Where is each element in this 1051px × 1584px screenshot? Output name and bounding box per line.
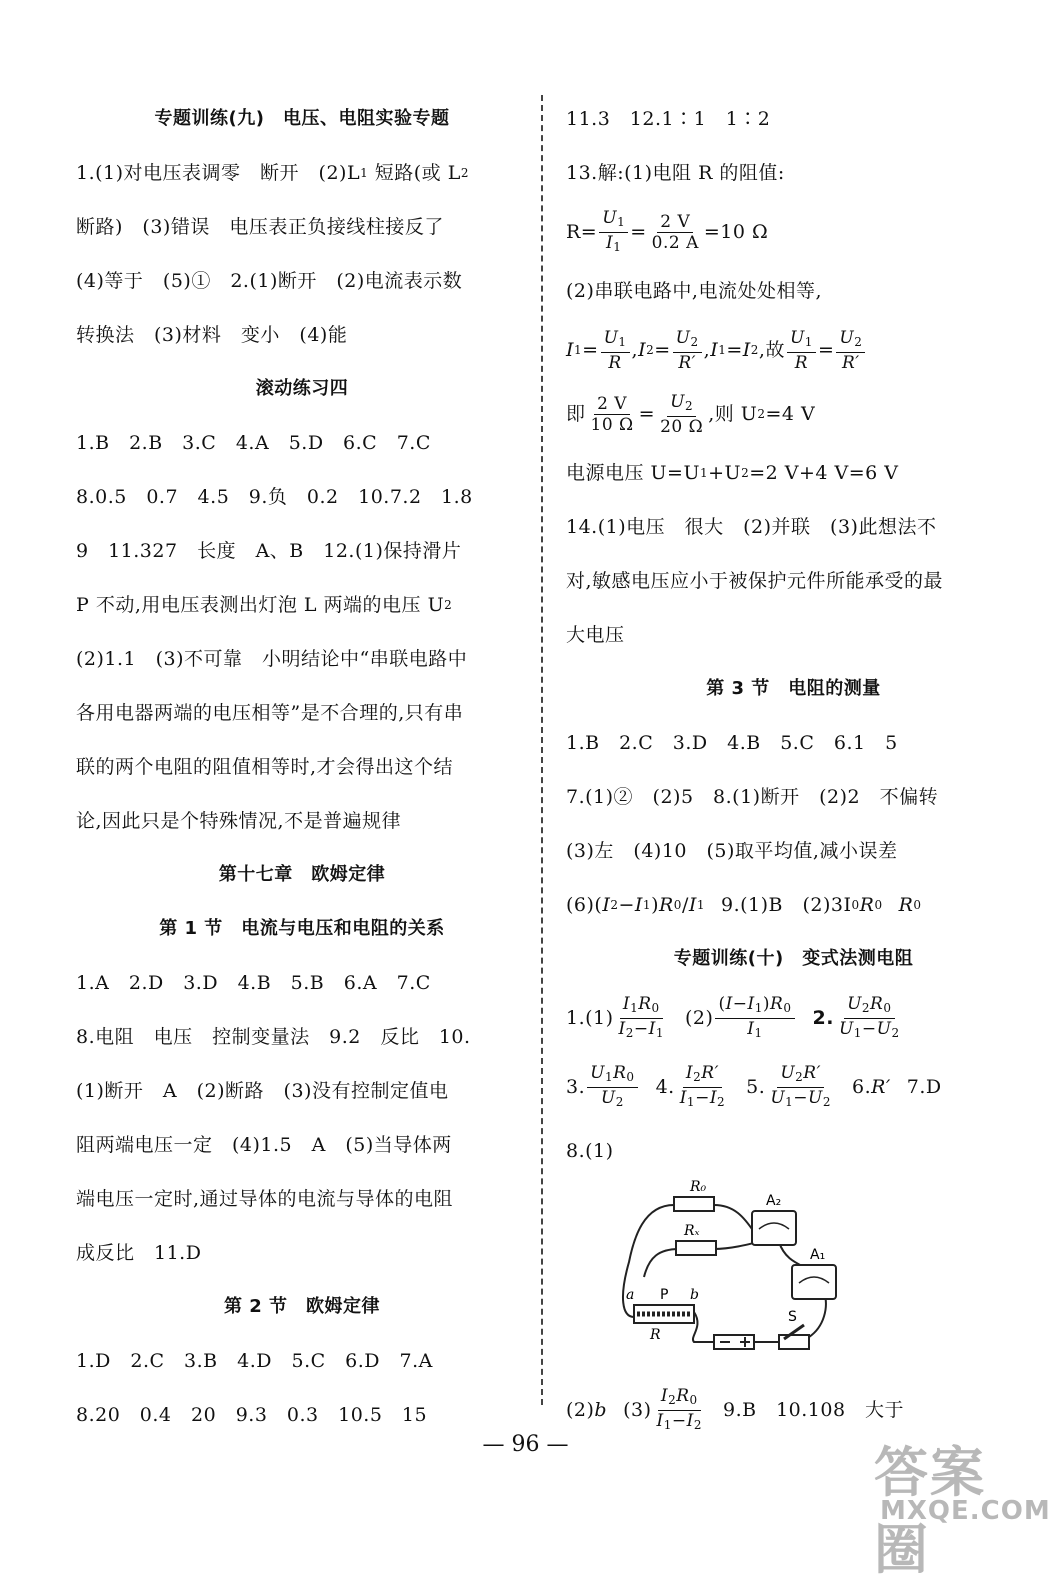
- answer-line: 8.20 0.4 20 9.3 0.3 10.5 15: [76, 1404, 428, 1426]
- fraction: $\frac{U_2}{R'}$: [836, 328, 865, 373]
- answer-line: 成反比 11.D: [76, 1242, 202, 1264]
- svg-text:A₂: A₂: [766, 1193, 782, 1209]
- section-heading-1: 第 1 节 电流与电压和电阻的关系: [159, 918, 445, 939]
- answer-line: 7.(1)② (2)5 8.(1)断开 (2)2 不偏转: [566, 786, 939, 808]
- answer-line: 8.电阻 电压 控制变量法 9.2 反比 10.: [76, 1026, 471, 1048]
- section-heading-review-4: 滚动练习四: [255, 378, 349, 399]
- answer-line: (3)左 (4)10 (5)取平均值,减小误差: [566, 840, 898, 862]
- answer-line: 1.B 2.C 3.D 4.B 5.C 6.1 5: [566, 732, 898, 754]
- answer-line: 8.(1): [566, 1140, 614, 1162]
- answer-line: 电源电压 U=U 1 +U 2 =2 V+4 V=6 V: [566, 462, 899, 484]
- fraction: $\frac{I_2R_0}{I_1-I_2}$: [656, 1385, 702, 1432]
- answer-line: (1)断开 A (2)断路 (3)没有控制定值电: [76, 1080, 449, 1102]
- answer-line: 断路) (3)错误 电压表正负接线柱接反了: [76, 216, 444, 238]
- formula-line: I 1 = $\frac{U_1}{R}$ , I 2 = $\frac{U_2}{R'}$ , I 1 = I 2 ,故 $\frac{U_1}{R}$ = $\frac{U_2}{R'}$: [566, 318, 1021, 382]
- answer-line: (4)等于 (5)① 2.(1)断开 (2)电流表示数: [76, 270, 463, 292]
- answer-line: 1.B 2.B 3.C 4.A 5.D 6.C 7.C: [76, 432, 431, 454]
- answer-line: 端电压一定时,通过导体的电流与导体的电阻: [76, 1188, 454, 1210]
- fraction: $\frac{U_1}{R}$: [787, 328, 816, 373]
- fraction: $\frac{U_1R_0}{U_2}$: [587, 1063, 637, 1112]
- rheostat: [626, 1287, 699, 1343]
- fraction: $\frac{U_2R_0}{U_1-U_2}$: [838, 993, 900, 1040]
- answer-line: 转换法 (3)材料 变小 (4)能: [76, 324, 348, 346]
- ammeter-a1: [792, 1247, 836, 1299]
- resistor-r0: [674, 1179, 714, 1211]
- fraction: $\frac{I_1R_0}{I_2-I_1}$: [618, 993, 665, 1040]
- answer-line: (2)1.1 (3)不可靠 小明结论中“串联电路中: [76, 648, 468, 670]
- formula-line: 1.(1) $\frac{I_1R_0}{I_2-I_1}$ (2) $\frac{(I-I_1)R_0}{I_1}$ 2. $\frac{U_2R_0}{U_1-U_2}$: [566, 986, 1021, 1050]
- svg-text:P: P: [660, 1287, 669, 1303]
- section-heading-topic-9: 专题训练(九) 电压、电阻实验专题: [154, 108, 450, 129]
- section-heading-topic-10: 专题训练(十) 变式法测电阻: [673, 948, 914, 969]
- answer-line: (6)( I 2 − I 1 ) R 0 / I 1 9.(1)B (2)3I 0 R 0 R 0: [566, 894, 922, 916]
- circuit-diagram: [604, 1177, 844, 1362]
- svg-text:Rₓ: Rₓ: [684, 1223, 700, 1239]
- answer-line: 1.A 2.D 3.D 4.B 5.B 6.A 7.C: [76, 972, 431, 994]
- fraction: $\frac{U_1}{R}$: [601, 328, 630, 373]
- formula-line: R= $\frac{U_1}{I_1}$ = $\frac{2 V}{0.2 A}$ =10 Ω: [566, 200, 1021, 264]
- column-divider: [541, 95, 543, 1405]
- answer-line: 8.0.5 0.7 4.5 9.负 0.2 10.7.2 1.8: [76, 486, 473, 508]
- answer-line-last: (2) b (3) $\frac{I_2R_0}{I_1-I_2}$ 9.B 10.108 大于: [566, 1378, 1021, 1442]
- answer-line: 阻两端电压一定 (4)1.5 A (5)当导体两: [76, 1134, 452, 1156]
- svg-text:a: a: [626, 1287, 635, 1303]
- watermark-logo: 答案圈 MXQE.COM: [874, 1441, 1051, 1581]
- chapter-heading: 第十七章 欧姆定律: [218, 864, 386, 885]
- answer-line: 1.(1)对电压表调零 断开 (2)L 1 短路(或 L 2: [76, 162, 469, 184]
- right-column: [566, 92, 1021, 1178]
- fraction: $\frac{2 V}{10 \Omega}$: [590, 393, 634, 435]
- formula-line: 即 $\frac{2 V}{10 \Omega}$ = $\frac{U_2}{20 \Omega}$ ,则 U 2 =4 V: [566, 391, 816, 437]
- answer-line: 9 11.327 长度 A、B 12.(1)保持滑片: [76, 540, 462, 562]
- answer-line: 14.(1)电压 很大 (2)并联 (3)此想法不: [566, 516, 937, 538]
- ammeter-a2: [752, 1193, 796, 1245]
- answer-line: 11.3 12.1∶1 1∶2: [566, 108, 771, 130]
- fraction: $\frac{2 V}{0.2 A}$: [651, 211, 699, 253]
- answer-line: (2)串联电路中,电流处处相等,: [566, 280, 822, 302]
- answer-line: 各用电器两端的电压相等”是不合理的,只有串: [76, 702, 464, 724]
- left-column: [76, 92, 528, 1442]
- fraction: $\frac{U_2}{R'}$: [673, 328, 702, 373]
- resistor-rx: [676, 1223, 716, 1255]
- svg-text:S: S: [788, 1309, 797, 1325]
- section-heading-2: 第 2 节 欧姆定律: [223, 1296, 381, 1317]
- formula-line: 3. $\frac{U_1R_0}{U_2}$ 4. $\frac{I_2R'}{I_1-I_2}$ 5. $\frac{U_2R'}{U_1-U_2}$ 6. R′ 7.D: [566, 1050, 1021, 1124]
- answer-line: 大电压: [566, 624, 625, 646]
- svg-text:R₀: R₀: [690, 1179, 707, 1195]
- answer-line: 论,因此只是个特殊情况,不是普遍规律: [76, 810, 402, 832]
- answer-line: P 不动,用电压表测出灯泡 L 两端的电压 U 2: [76, 594, 453, 616]
- battery: [714, 1335, 754, 1349]
- fraction: $\frac{(I-I_1)R_0}{I_1}$: [715, 994, 794, 1043]
- fraction: $\frac{U_1}{I_1}$: [599, 208, 628, 257]
- answer-line: 13.解:(1)电阻 R 的阻值:: [566, 162, 785, 184]
- svg-text:b: b: [690, 1287, 699, 1303]
- switch-s: [779, 1309, 809, 1349]
- svg-text:A₁: A₁: [810, 1247, 826, 1263]
- section-heading-3: 第 3 节 电阻的测量: [706, 678, 881, 699]
- page-number: — 96 —: [482, 1432, 569, 1457]
- answer-line: 联的两个电阻的阻值相等时,才会得出这个结: [76, 756, 454, 778]
- answer-line: 1.D 2.C 3.B 4.D 5.C 6.D 7.A: [76, 1350, 433, 1372]
- fraction: $\frac{I_2R'}{I_1-I_2}$: [679, 1062, 726, 1109]
- answer-line: 对,敏感电压应小于被保护元件所能承受的最: [566, 570, 944, 592]
- svg-text:R: R: [650, 1327, 661, 1343]
- fraction: $\frac{U_2}{20 \Omega}$: [660, 391, 704, 437]
- fraction: $\frac{U_2R'}{U_1-U_2}$: [770, 1062, 831, 1109]
